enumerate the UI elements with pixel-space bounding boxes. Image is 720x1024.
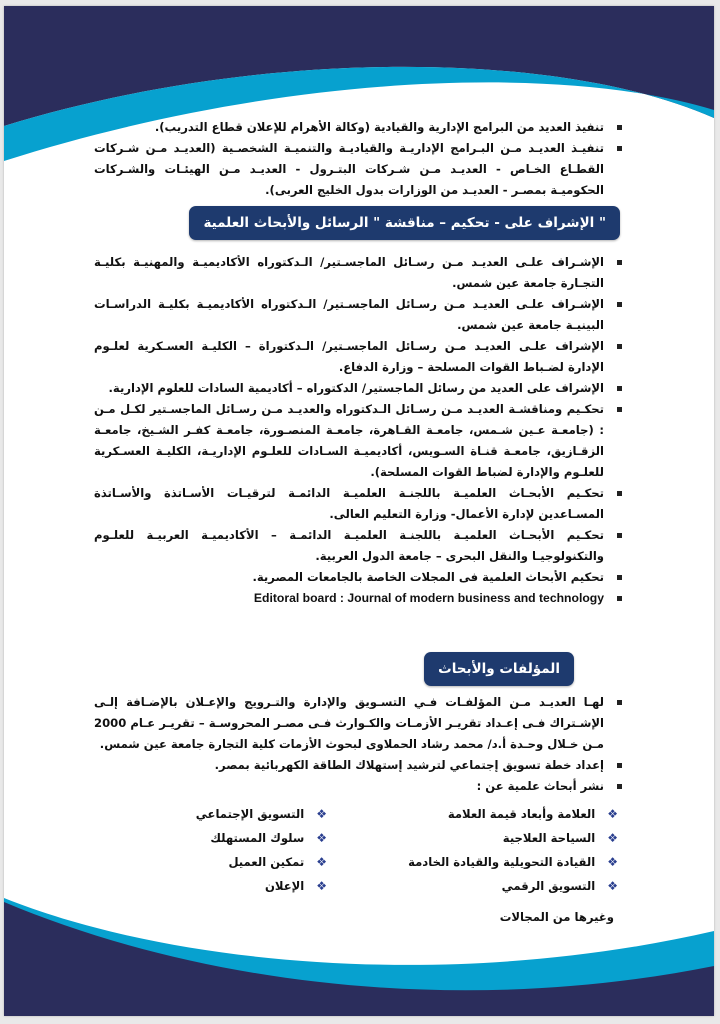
list-item: الإشـراف علـى العديـد مـن رسـائل الماجسـتير/ الـدكتوراه الأكاديميـة والمهنيـة بكليـة التجـارة جامعة عين شمس.: [94, 252, 624, 294]
diamond-bullet-icon: ❖: [316, 879, 327, 893]
closing-text: وغيرها من المجالات: [499, 910, 614, 924]
topic-item: ❖القيادة التحويلية والقيادة الخادمة: [408, 855, 618, 869]
list-item: الإشراف على العديد من رسائل الماجستير/ الدكتوراه – أكاديمية السادات للعلوم الإدارية.: [94, 378, 624, 399]
supervision-section-header: " الإشراف على - تحكيم – مناقشة " الرسائل والأبحاث العلمية: [189, 206, 620, 240]
diamond-bullet-icon: ❖: [316, 807, 327, 821]
list-item: تحكـيم الأبحـاث العلميـة باللجنـة العلميـة الدائمـة – الأكاديميـة العربيـة للعلـوم والتكنولوجيـا والنقل البحرى – جامعة الدول العربية.: [94, 525, 624, 567]
list-item: تحكـيم الأبحـاث العلميـة باللجنـة العلميـة الدائمـة لترقيـات الأسـاتذة والأسـاتذة المسـاعدين لإدارة الأعمال- وزارة التعليم العالى.: [94, 483, 624, 525]
list-item: تنفيذ العديد من البرامج الإدارية والقيادية (وكالة الأهرام للإعلان قطاع التدريب).: [94, 117, 624, 138]
intro-list: [94, 117, 624, 201]
list-item: تحكيم الأبحاث العلمية فى المجلات الخاصة بالجامعات المصرية.: [94, 567, 624, 588]
publications-section-header: المؤلفات والأبحاث: [424, 652, 574, 686]
list-item: تنفيـذ العديـد مـن البـرامج الإداريـة والقياديـة والتنميـة الشخصـية (العديـد مـن شـركات القطـاع الخـاص - العديـد مـن شـركات البتـرول - العديـد مـن الهيئـات والشـركات الحكوميـة بمصـر - العديـد من الوزارات بدول الخليج العربى).: [94, 138, 624, 201]
list-item: الإشراف علـى العديـد مـن رسـائل الماجسـتير/ الـدكتوراة – الكليـة العسـكرية لعلـوم الإدارة لضـباط القوات المسلحة – وزارة الدفاع.: [94, 336, 624, 378]
diamond-bullet-icon: ❖: [316, 831, 327, 845]
diamond-bullet-icon: ❖: [607, 879, 618, 893]
topics-column-1: [408, 802, 618, 898]
document-content: [4, 6, 714, 1016]
publications-list: [94, 692, 624, 797]
list-item: الإشـراف علـى العديـد مـن رسـائل الماجسـتير/ الـدكتوراه الأكاديميـة بكليـة الدراسـات البينيـة جامعة عين شمس.: [94, 294, 624, 336]
topic-item: ❖السياحة العلاجية: [502, 831, 618, 845]
topic-item: ❖التسويق الرقمي: [501, 879, 618, 893]
list-item: لهـا العديـد مـن المؤلفـات فـي التسـويق والإدارة والتـرويج والإعـلان بالإضـافة إلـى الإشـتراك فـى إعـداد تقريـر الأزمـات والكـوارث فـى مصـر المحروسـة – تقريـر عـام 2000 مـن خـلال وحـدة أ.د/ محمد رشاد الحملاوى لبحوث الأزمات كلية التجارة جامعة عين شمس.: [94, 692, 624, 755]
topic-item: ❖التسويق الإجتماعي: [195, 807, 327, 821]
topic-item: ❖سلوك المستهلك: [210, 831, 327, 845]
diamond-bullet-icon: ❖: [607, 807, 618, 821]
topics-column-2: [196, 802, 327, 898]
list-item: إعداد خطة تسويق إجتماعي لترشيد إستهلاك الطاقة الكهربائية بمصر.: [94, 755, 624, 776]
editorial-board-item: Editoral board : Journal of modern business and technology: [94, 588, 624, 609]
topic-item: ❖الإعلان: [265, 879, 327, 893]
topic-item: ❖العلامة وأبعاد قيمة العلامة: [447, 807, 618, 821]
list-item: نشر أبحاث علمية عن :: [94, 776, 624, 797]
document-page: [4, 6, 714, 1016]
list-item: تحكـيم ومناقشـة العديـد مـن رسـائل الـدكتوراه والعديـد مـن رسـائل الماجسـتير لكـل مـن : (جامعـة عـين شـمس، جامعـة القـاهرة، جامعـة المنصـورة، جامعـة كفـر الشـيخ، جامعـة الزقـازيق، جامعـة قنـاة السـويس، أكاديميـة السـادات للعلـوم الإداريـة، الكليـة العسـكرية للعلـوم والإدارة لضباط القوات المسلحة).: [94, 399, 624, 483]
diamond-bullet-icon: ❖: [607, 855, 618, 869]
diamond-bullet-icon: ❖: [607, 831, 618, 845]
supervision-list: [94, 252, 624, 609]
topic-item: ❖تمكين العميل: [228, 855, 327, 869]
diamond-bullet-icon: ❖: [316, 855, 327, 869]
